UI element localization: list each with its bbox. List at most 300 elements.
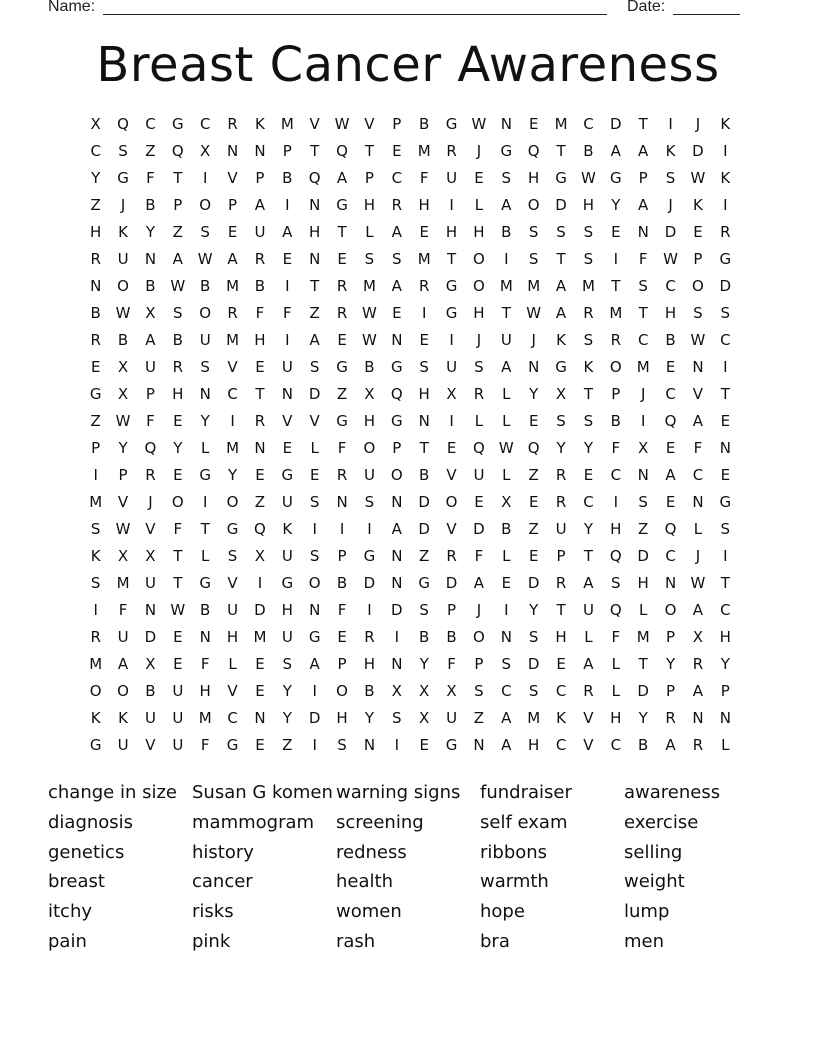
grid-letter[interactable]: R <box>555 574 567 592</box>
grid-letter[interactable]: B <box>446 628 457 646</box>
grid-letter[interactable]: I <box>312 682 317 700</box>
grid-letter[interactable]: M <box>554 115 568 133</box>
grid-letter[interactable]: P <box>255 169 265 187</box>
grid-letter[interactable]: H <box>226 628 239 646</box>
grid-letter[interactable]: O <box>473 628 485 646</box>
grid-letter[interactable]: M <box>226 331 240 349</box>
grid-letter[interactable]: X <box>117 385 129 403</box>
grid-letter[interactable]: G <box>555 358 567 376</box>
grid-letter[interactable]: R <box>227 115 238 133</box>
grid-letter[interactable]: L <box>474 196 484 214</box>
grid-letter[interactable]: J <box>476 331 482 349</box>
grid-letter[interactable]: M <box>226 439 240 457</box>
grid-letter[interactable]: I <box>285 196 290 214</box>
grid-letter[interactable]: B <box>638 736 649 754</box>
grid-letter[interactable]: X <box>117 358 129 376</box>
grid-letter[interactable]: E <box>337 628 347 646</box>
grid-letter[interactable]: S <box>528 250 539 268</box>
grid-letter[interactable]: K <box>90 547 101 565</box>
grid-letter[interactable]: M <box>636 358 650 376</box>
grid-letter[interactable]: W <box>197 250 213 268</box>
grid-letter[interactable]: V <box>227 574 238 592</box>
grid-letter[interactable]: Y <box>419 655 429 673</box>
grid-letter[interactable]: N <box>692 358 704 376</box>
grid-letter[interactable]: R <box>227 304 238 322</box>
grid-letter[interactable]: Z <box>309 304 320 322</box>
grid-letter[interactable]: V <box>583 709 594 727</box>
grid-letter[interactable]: V <box>227 169 238 187</box>
grid-letter[interactable]: R <box>254 250 266 268</box>
grid-letter[interactable]: I <box>285 331 290 349</box>
grid-letter[interactable]: O <box>473 250 485 268</box>
grid-letter[interactable]: F <box>638 250 648 268</box>
grid-letter[interactable]: S <box>90 574 101 592</box>
grid-letter[interactable]: B <box>419 115 430 133</box>
grid-letter[interactable]: J <box>531 331 536 349</box>
grid-letter[interactable]: K <box>556 709 566 727</box>
grid-letter[interactable]: T <box>310 142 320 160</box>
grid-letter[interactable]: H <box>528 736 540 754</box>
grid-letter[interactable]: R <box>90 628 101 646</box>
grid-letter[interactable]: M <box>253 628 267 646</box>
grid-letter[interactable]: G <box>445 277 458 295</box>
grid-letter[interactable]: Y <box>118 439 128 457</box>
grid-letter[interactable]: Y <box>556 439 566 457</box>
grid-letter[interactable]: L <box>611 682 620 700</box>
grid-letter[interactable]: M <box>581 277 595 295</box>
grid-letter[interactable]: A <box>692 412 704 430</box>
grid-letter[interactable]: Q <box>527 142 540 160</box>
grid-letter[interactable]: R <box>610 331 622 349</box>
grid-letter[interactable]: I <box>504 601 509 619</box>
grid-letter[interactable]: S <box>528 682 539 700</box>
grid-letter[interactable]: S <box>583 331 594 349</box>
grid-letter[interactable]: D <box>445 574 458 592</box>
grid-letter[interactable]: H <box>719 628 731 646</box>
grid-letter[interactable]: M <box>89 655 103 673</box>
grid-letter[interactable]: S <box>501 169 512 187</box>
grid-letter[interactable]: H <box>254 331 266 349</box>
grid-letter[interactable]: P <box>556 547 566 565</box>
grid-letter[interactable]: X <box>391 682 402 700</box>
grid-letter[interactable]: C <box>637 331 649 349</box>
grid-letter[interactable]: S <box>501 655 512 673</box>
grid-letter[interactable]: B <box>665 331 676 349</box>
grid-letter[interactable]: D <box>719 277 732 295</box>
grid-letter[interactable]: K <box>118 223 128 241</box>
grid-letter[interactable]: D <box>555 196 567 214</box>
grid-letter[interactable]: T <box>556 142 566 160</box>
grid-letter[interactable]: S <box>556 412 566 430</box>
grid-letter[interactable]: E <box>255 736 265 754</box>
grid-letter[interactable]: H <box>637 574 649 592</box>
grid-letter[interactable]: L <box>365 223 374 241</box>
grid-letter[interactable]: G <box>308 628 321 646</box>
grid-letter[interactable]: C <box>692 466 704 484</box>
grid-letter[interactable]: H <box>363 655 376 673</box>
grid-letter[interactable]: N <box>473 736 485 754</box>
grid-letter[interactable]: A <box>309 331 320 349</box>
grid-letter[interactable]: G <box>391 358 403 376</box>
grid-letter[interactable]: N <box>309 250 321 268</box>
grid-letter[interactable]: E <box>392 304 402 322</box>
grid-letter[interactable]: P <box>720 682 730 700</box>
grid-letter[interactable]: G <box>445 736 458 754</box>
grid-letter[interactable]: Q <box>664 412 677 430</box>
grid-letter[interactable]: X <box>638 439 649 457</box>
grid-letter[interactable]: N <box>500 115 512 133</box>
grid-letter[interactable]: I <box>312 520 317 538</box>
grid-letter[interactable]: T <box>446 250 457 268</box>
grid-letter[interactable]: E <box>255 358 265 376</box>
grid-letter[interactable]: Z <box>473 709 485 727</box>
grid-letter[interactable]: O <box>117 277 129 295</box>
grid-letter[interactable]: T <box>419 439 429 457</box>
grid-letter[interactable]: A <box>391 277 402 295</box>
grid-letter[interactable]: R <box>555 493 567 511</box>
grid-letter[interactable]: C <box>720 601 731 619</box>
grid-letter[interactable]: E <box>556 655 566 673</box>
grid-letter[interactable]: F <box>146 412 155 430</box>
grid-letter[interactable]: Y <box>665 655 676 673</box>
grid-letter[interactable]: G <box>199 466 211 484</box>
grid-letter[interactable]: C <box>555 682 567 700</box>
grid-letter[interactable]: U <box>446 709 458 727</box>
grid-letter[interactable]: I <box>202 169 208 187</box>
grid-letter[interactable]: S <box>282 655 293 673</box>
grid-letter[interactable]: W <box>362 304 377 322</box>
grid-letter[interactable]: E <box>474 493 484 511</box>
grid-letter[interactable]: U <box>172 736 184 754</box>
grid-letter[interactable]: C <box>610 466 622 484</box>
grid-letter[interactable]: R <box>692 736 704 754</box>
grid-letter[interactable]: O <box>692 277 704 295</box>
grid-letter[interactable]: J <box>476 601 482 619</box>
grid-letter[interactable]: S <box>665 169 676 187</box>
grid-letter[interactable]: A <box>555 304 567 322</box>
grid-letter[interactable]: I <box>367 601 372 619</box>
grid-letter[interactable]: R <box>254 412 266 430</box>
grid-letter[interactable]: I <box>640 412 646 430</box>
grid-letter[interactable]: Q <box>664 520 677 538</box>
grid-letter[interactable]: E <box>720 466 731 484</box>
grid-letter[interactable]: G <box>719 493 732 511</box>
grid-letter[interactable]: N <box>363 736 376 754</box>
grid-letter[interactable]: T <box>364 142 375 160</box>
grid-letter[interactable]: Q <box>609 601 622 619</box>
grid-letter[interactable]: A <box>473 574 485 592</box>
grid-letter[interactable]: X <box>364 385 375 403</box>
grid-letter[interactable]: M <box>527 709 541 727</box>
grid-letter[interactable]: Z <box>419 547 430 565</box>
grid-letter[interactable]: M <box>226 277 240 295</box>
grid-letter[interactable]: M <box>527 277 541 295</box>
grid-letter[interactable]: S <box>337 736 347 754</box>
grid-letter[interactable]: P <box>337 655 347 673</box>
grid-letter[interactable]: E <box>173 628 183 646</box>
grid-letter[interactable]: J <box>640 385 646 403</box>
grid-letter[interactable]: V <box>446 466 457 484</box>
grid-letter[interactable]: G <box>226 736 239 754</box>
grid-letter[interactable]: Z <box>528 466 539 484</box>
grid-letter[interactable]: G <box>500 142 513 160</box>
grid-letter[interactable]: N <box>692 493 704 511</box>
grid-letter[interactable]: C <box>665 547 676 565</box>
grid-letter[interactable]: N <box>637 466 649 484</box>
grid-letter[interactable]: I <box>257 574 263 592</box>
grid-letter[interactable]: O <box>199 196 212 214</box>
grid-letter[interactable]: I <box>668 115 673 133</box>
grid-letter[interactable]: U <box>281 493 293 511</box>
grid-letter[interactable]: E <box>665 358 676 376</box>
grid-letter[interactable]: D <box>308 709 321 727</box>
grid-letter[interactable]: H <box>610 520 622 538</box>
grid-letter[interactable]: E <box>90 358 101 376</box>
grid-letter[interactable]: N <box>144 601 157 619</box>
grid-letter[interactable]: J <box>120 196 126 214</box>
grid-letter[interactable]: Q <box>144 439 157 457</box>
grid-letter[interactable]: D <box>418 493 430 511</box>
grid-letter[interactable]: N <box>391 493 403 511</box>
grid-letter[interactable]: G <box>610 169 622 187</box>
grid-letter[interactable]: Y <box>282 682 292 700</box>
grid-letter[interactable]: R <box>336 466 348 484</box>
grid-letter[interactable]: Y <box>583 439 594 457</box>
grid-letter[interactable]: E <box>474 169 484 187</box>
grid-letter[interactable]: U <box>144 574 156 592</box>
grid-letter[interactable]: P <box>337 547 347 565</box>
grid-letter[interactable]: C <box>391 169 403 187</box>
grid-letter[interactable]: A <box>665 466 676 484</box>
grid-letter[interactable]: S <box>556 223 566 241</box>
grid-letter[interactable]: V <box>145 736 156 754</box>
grid-letter[interactable]: V <box>117 493 129 511</box>
grid-letter[interactable]: X <box>419 709 430 727</box>
grid-letter[interactable]: D <box>637 682 649 700</box>
grid-letter[interactable]: F <box>173 520 183 538</box>
grid-letter[interactable]: A <box>583 574 594 592</box>
grid-letter[interactable]: L <box>310 439 319 457</box>
grid-letter[interactable]: N <box>692 709 704 727</box>
grid-letter[interactable]: S <box>474 358 484 376</box>
grid-letter[interactable]: C <box>720 331 731 349</box>
grid-letter[interactable]: Y <box>145 223 156 241</box>
grid-letter[interactable]: U <box>144 709 156 727</box>
grid-letter[interactable]: E <box>173 412 183 430</box>
grid-letter[interactable]: Q <box>254 520 266 538</box>
grid-letter[interactable]: W <box>170 277 186 295</box>
grid-letter[interactable]: Y <box>173 439 183 457</box>
grid-letter[interactable]: S <box>638 493 648 511</box>
grid-letter[interactable]: N <box>226 142 239 160</box>
grid-letter[interactable]: M <box>89 493 103 511</box>
grid-letter[interactable]: N <box>199 385 211 403</box>
grid-letter[interactable]: C <box>227 385 238 403</box>
grid-letter[interactable]: A <box>282 223 293 241</box>
grid-letter[interactable]: V <box>309 115 320 133</box>
grid-letter[interactable]: E <box>720 412 731 430</box>
grid-letter[interactable]: U <box>199 331 211 349</box>
grid-letter[interactable]: B <box>145 196 156 214</box>
grid-letter[interactable]: F <box>447 655 456 673</box>
grid-letter[interactable]: A <box>172 250 183 268</box>
grid-letter[interactable]: N <box>500 628 512 646</box>
grid-letter[interactable]: A <box>583 655 594 673</box>
grid-letter[interactable]: Z <box>254 493 266 511</box>
grid-letter[interactable]: H <box>90 223 102 241</box>
grid-letter[interactable]: Q <box>171 142 184 160</box>
grid-letter[interactable]: S <box>364 250 375 268</box>
grid-letter[interactable]: F <box>200 736 210 754</box>
grid-letter[interactable]: I <box>723 196 728 214</box>
grid-letter[interactable]: T <box>611 277 621 295</box>
grid-letter[interactable]: W <box>581 169 596 187</box>
grid-letter[interactable]: S <box>528 628 539 646</box>
grid-letter[interactable]: E <box>419 223 429 241</box>
grid-letter[interactable]: S <box>528 223 539 241</box>
grid-letter[interactable]: K <box>556 331 566 349</box>
grid-letter[interactable]: M <box>116 574 130 592</box>
grid-letter[interactable]: A <box>145 331 156 349</box>
grid-letter[interactable]: N <box>336 493 348 511</box>
grid-letter[interactable]: G <box>89 385 102 403</box>
grid-letter[interactable]: N <box>281 385 293 403</box>
grid-letter[interactable]: Y <box>200 412 210 430</box>
grid-letter[interactable]: K <box>282 520 293 538</box>
grid-letter[interactable]: H <box>473 223 485 241</box>
grid-letter[interactable]: E <box>255 466 265 484</box>
grid-letter[interactable]: X <box>446 682 457 700</box>
grid-letter[interactable]: A <box>501 736 512 754</box>
grid-letter[interactable]: H <box>610 709 622 727</box>
grid-letter[interactable]: J <box>695 115 701 133</box>
grid-letter[interactable]: U <box>582 601 594 619</box>
grid-letter[interactable]: L <box>201 439 210 457</box>
grid-letter[interactable]: X <box>555 385 567 403</box>
grid-letter[interactable]: B <box>145 277 156 295</box>
grid-letter[interactable]: A <box>501 358 512 376</box>
grid-letter[interactable]: S <box>611 574 621 592</box>
grid-letter[interactable]: N <box>391 655 403 673</box>
grid-letter[interactable]: G <box>445 304 458 322</box>
grid-letter[interactable]: T <box>556 601 566 619</box>
grid-letter[interactable]: Y <box>91 169 101 187</box>
grid-letter[interactable]: K <box>693 196 703 214</box>
grid-letter[interactable]: K <box>665 142 676 160</box>
grid-letter[interactable]: L <box>228 655 237 673</box>
grid-letter[interactable]: E <box>583 466 594 484</box>
grid-letter[interactable]: H <box>336 709 348 727</box>
grid-letter[interactable]: P <box>638 169 648 187</box>
grid-letter[interactable]: E <box>337 331 347 349</box>
grid-letter[interactable]: G <box>199 574 211 592</box>
grid-letter[interactable]: E <box>392 142 402 160</box>
grid-letter[interactable]: V <box>446 520 457 538</box>
grid-letter[interactable]: W <box>690 169 706 187</box>
grid-letter[interactable]: R <box>665 709 676 727</box>
grid-letter[interactable]: A <box>501 709 512 727</box>
grid-letter[interactable]: O <box>89 682 102 700</box>
grid-letter[interactable]: G <box>555 169 567 187</box>
grid-letter[interactable]: C <box>501 682 512 700</box>
grid-letter[interactable]: P <box>611 385 621 403</box>
grid-letter[interactable]: E <box>309 466 320 484</box>
grid-letter[interactable]: X <box>200 142 211 160</box>
grid-letter[interactable]: Y <box>364 709 375 727</box>
grid-letter[interactable]: L <box>639 601 648 619</box>
grid-letter[interactable]: E <box>528 547 539 565</box>
grid-letter[interactable]: A <box>227 250 238 268</box>
grid-letter[interactable]: C <box>665 385 676 403</box>
grid-letter[interactable]: N <box>254 142 266 160</box>
grid-letter[interactable]: I <box>723 547 728 565</box>
grid-letter[interactable]: N <box>199 628 211 646</box>
grid-letter[interactable]: V <box>227 682 238 700</box>
grid-letter[interactable]: B <box>364 358 375 376</box>
grid-letter[interactable]: D <box>254 601 266 619</box>
grid-letter[interactable]: X <box>90 115 101 133</box>
grid-letter[interactable]: P <box>145 385 155 403</box>
grid-letter[interactable]: R <box>418 277 430 295</box>
grid-letter[interactable]: H <box>582 196 595 214</box>
grid-letter[interactable]: P <box>447 601 457 619</box>
grid-letter[interactable]: E <box>419 331 429 349</box>
grid-letter[interactable]: T <box>173 574 183 592</box>
grid-letter[interactable]: M <box>499 277 513 295</box>
grid-letter[interactable]: N <box>719 439 731 457</box>
grid-letter[interactable]: D <box>144 628 157 646</box>
grid-letter[interactable]: C <box>665 277 676 295</box>
grid-letter[interactable]: W <box>115 304 131 322</box>
grid-letter[interactable]: I <box>367 520 372 538</box>
grid-letter[interactable]: W <box>498 439 514 457</box>
grid-letter[interactable]: D <box>308 385 321 403</box>
grid-letter[interactable]: G <box>363 547 376 565</box>
grid-letter[interactable]: G <box>89 736 102 754</box>
grid-letter[interactable]: W <box>690 331 706 349</box>
grid-letter[interactable]: U <box>117 250 129 268</box>
grid-letter[interactable]: P <box>392 439 402 457</box>
grid-letter[interactable]: U <box>144 358 156 376</box>
grid-letter[interactable]: Y <box>720 655 730 673</box>
grid-letter[interactable]: Y <box>282 709 292 727</box>
grid-letter[interactable]: H <box>528 169 540 187</box>
grid-letter[interactable]: N <box>664 574 677 592</box>
grid-letter[interactable]: I <box>394 628 400 646</box>
grid-letter[interactable]: D <box>363 574 376 592</box>
grid-letter[interactable]: V <box>692 385 704 403</box>
grid-letter[interactable]: P <box>666 682 676 700</box>
grid-letter[interactable]: R <box>692 655 704 673</box>
grid-letter[interactable]: I <box>613 250 619 268</box>
grid-letter[interactable]: B <box>200 277 211 295</box>
grid-letter[interactable]: R <box>391 196 403 214</box>
grid-letter[interactable]: U <box>227 601 239 619</box>
grid-letter[interactable]: F <box>146 169 155 187</box>
grid-letter[interactable]: E <box>446 439 457 457</box>
grid-letter[interactable]: H <box>555 628 567 646</box>
grid-letter[interactable]: P <box>693 250 703 268</box>
grid-letter[interactable]: F <box>282 304 292 322</box>
grid-letter[interactable]: L <box>502 547 511 565</box>
grid-letter[interactable]: G <box>281 574 294 592</box>
grid-letter[interactable]: A <box>638 142 649 160</box>
grid-letter[interactable]: E <box>665 439 676 457</box>
grid-letter[interactable]: T <box>638 304 648 322</box>
grid-letter[interactable]: Z <box>90 412 101 430</box>
grid-letter[interactable]: K <box>720 169 731 187</box>
grid-letter[interactable]: C <box>199 115 211 133</box>
